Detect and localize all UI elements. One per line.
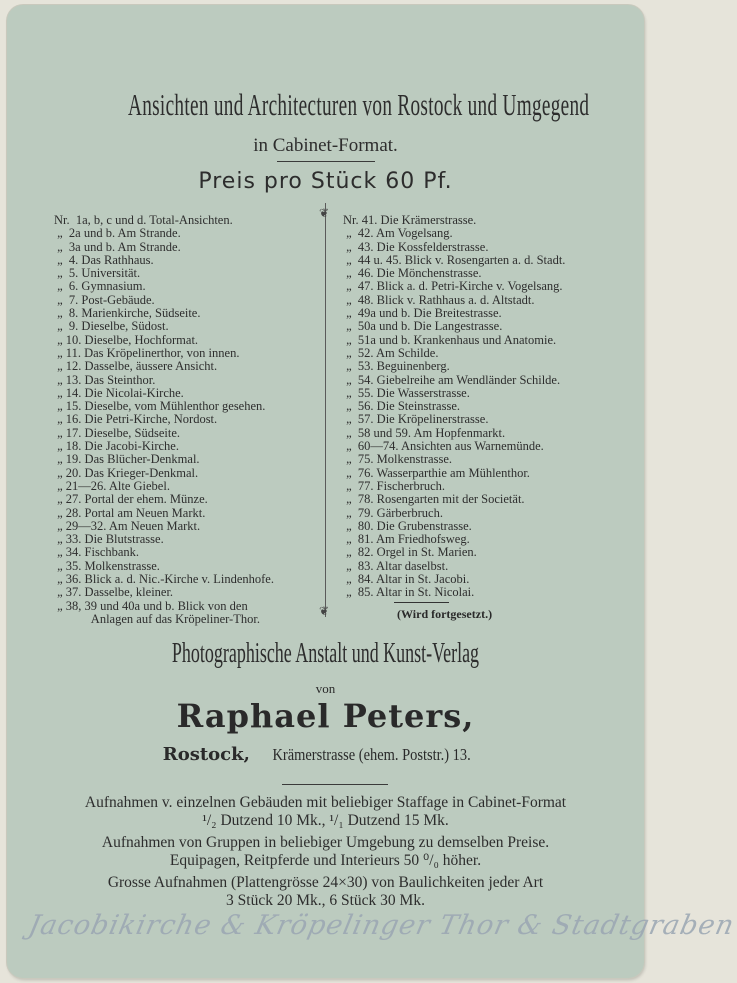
- ornament-bottom-icon: ❦: [319, 604, 330, 618]
- list-item: „ 36. Blick a. d. Nic.-Kirche v. Lindenhofe.: [54, 572, 274, 587]
- list-item: „ 3a und b. Am Strande.: [54, 239, 181, 254]
- list-item: „ 29—32. Am Neuen Markt.: [54, 518, 201, 533]
- list-item: „ 10. Dieselbe, Hochformat.: [54, 332, 199, 347]
- list-item: „ 52. Am Schilde.: [343, 345, 439, 360]
- city: Rostock,: [162, 744, 250, 765]
- list-item: „ 51a und b. Krankenhaus und Anatomie.: [343, 332, 557, 347]
- ornament-top-icon: ❦: [319, 206, 330, 220]
- list-item: „ 49a und b. Die Breitestrasse.: [343, 306, 502, 321]
- street-address: Krämerstrasse (ehem. Poststr.) 13.: [272, 745, 471, 764]
- cabinet-card-back: [7, 5, 737, 978]
- list-item: „ 28. Portal am Neuen Markt.: [54, 505, 206, 520]
- list-item: „ 37. Dasselbe, kleiner.: [54, 585, 174, 600]
- list-item: Nr. 1a, b, c und d. Total-Ansichten.: [54, 213, 233, 227]
- list-item: „ 19. Das Blücher-Denkmal.: [54, 452, 200, 467]
- list-item: „ 38, 39 und 40a und b. Blick von den: [54, 598, 248, 613]
- continued-rule: [394, 602, 449, 603]
- list-item: „ 60—74. Ansichten aus Warnemünde.: [343, 439, 544, 454]
- list-item: „ 15. Dieselbe, vom Mühlenthor gesehen.: [54, 399, 266, 414]
- address-line: [7, 744, 644, 765]
- list-item: „ 7. Post-Gebäude.: [54, 292, 155, 307]
- photographer-name: Raphael Peters,: [176, 697, 475, 735]
- subtitle: in Cabinet-Format.: [253, 135, 398, 156]
- list-item: „ 47. Blick a. d. Petri-Kirche v. Vogelsang.: [343, 279, 563, 294]
- list-item: „ 44 u. 45. Blick v. Rosengarten a. d. Stadt.: [343, 252, 566, 267]
- list-item: „ 16. Die Petri-Kirche, Nordost.: [54, 412, 218, 427]
- list-item: „ 50a und b. Die Langestrasse.: [343, 319, 503, 334]
- list-item: „ 84. Altar in St. Jacobi.: [343, 572, 470, 587]
- column-divider: [325, 203, 326, 617]
- list-item: „ 48. Blick v. Rathhaus a. d. Altstadt.: [343, 292, 535, 307]
- list-item: „ 35. Molkenstrasse.: [54, 558, 160, 573]
- list-item: „ 5. Universität.: [54, 266, 141, 281]
- list-item: „ 56. Die Steinstrasse.: [343, 399, 460, 414]
- list-item: „ 81. Am Friedhofsweg.: [343, 532, 470, 547]
- list-item: „ 85. Altar in St. Nicolai.: [343, 585, 475, 600]
- handwritten-annotation: Jacobikirche & Kröpelinger Thor & Stadtgraben: [25, 910, 737, 941]
- list-item: „ 42. Am Vogelsang.: [343, 226, 453, 241]
- page-title: Ansichten und Architecturen von Rostock und Umgegend: [128, 87, 590, 122]
- list-item: „ 14. Die Nicolai-Kirche.: [54, 385, 184, 400]
- institute-name: Photographische Anstalt und Kunst-Verlag: [171, 637, 480, 669]
- list-item: „ 20. Das Krieger-Denkmal.: [54, 465, 199, 480]
- list-item: „ 12. Dasselbe, äussere Ansicht.: [54, 359, 218, 374]
- list-item: „ 57. Die Kröpelinerstrasse.: [343, 412, 489, 427]
- von-text: von: [315, 681, 336, 696]
- list-item: „ 34. Fischbank.: [54, 545, 140, 560]
- list-item: „ 11. Das Kröpelinerthor, von innen.: [54, 345, 240, 360]
- divider-rule: [277, 161, 375, 162]
- address-rule: [282, 784, 388, 785]
- list-item: „ 4. Das Rathhaus.: [54, 252, 154, 267]
- left-catalog-list: [54, 214, 274, 626]
- list-item: „ 46. Die Mönchenstrasse.: [343, 266, 482, 281]
- list-item: „ 82. Orgel in St. Marien.: [343, 545, 477, 560]
- list-item: Nr. 41. Die Krämerstrasse.: [343, 213, 477, 227]
- list-item: „ 27. Portal der ehem. Münze.: [54, 492, 208, 507]
- list-item: „ 8. Marienkirche, Südseite.: [54, 306, 201, 321]
- right-catalog-list: [343, 214, 565, 600]
- list-item: „ 53. Beguinenberg.: [343, 359, 450, 374]
- list-item: „ 9. Dieselbe, Südost.: [54, 319, 169, 334]
- list-item: „ 21—26. Alte Giebel.: [54, 478, 170, 493]
- list-item: „ 79. Gärberbruch.: [343, 505, 443, 520]
- pricing-line-1: Aufnahmen v. einzelnen Gebäuden mit beliebiger Staffage in Cabinet-Format: [84, 794, 567, 811]
- list-item: „ 18. Die Jacobi-Kirche.: [54, 439, 179, 454]
- pricing-line-4: Equipagen, Reitpferde und Interieurs 50 ⁰/₀ höher.: [169, 852, 482, 869]
- continued-note: (Wird fortgesetzt.): [397, 607, 493, 621]
- list-item: „ 33. Die Blutstrasse.: [54, 532, 164, 547]
- list-item: „ 76. Wasserparthie am Mühlenthor.: [343, 465, 530, 480]
- list-item: „ 13. Das Steinthor.: [54, 372, 156, 387]
- list-item: „ 6. Gymnasium.: [54, 279, 146, 294]
- list-item: „ 80. Die Grubenstrasse.: [343, 518, 472, 533]
- pricing-line-6: 3 Stück 20 Mk., 6 Stück 30 Mk.: [226, 892, 425, 909]
- pricing-line-3: Aufnahmen von Gruppen in beliebiger Umgebung zu demselben Preise.: [101, 834, 550, 851]
- pricing-line-5: Grosse Aufnahmen (Plattengrösse 24×30) von Baulichkeiten jeder Art: [107, 874, 544, 891]
- list-item: „ 2a und b. Am Strande.: [54, 226, 181, 241]
- list-item: „ 75. Molkenstrasse.: [343, 452, 453, 467]
- price-line: Preis pro Stück 60 Pf.: [198, 169, 453, 194]
- list-item: Anlagen auf das Kröpeliner-Thor.: [54, 611, 260, 626]
- list-item: „ 58 und 59. Am Hopfenmarkt.: [343, 425, 506, 440]
- list-item: „ 54. Giebelreihe am Wendländer Schilde.: [343, 372, 561, 387]
- list-item: „ 83. Altar daselbst.: [343, 558, 449, 573]
- list-item: „ 77. Fischerbruch.: [343, 478, 446, 493]
- list-item: „ 43. Die Kossfelderstrasse.: [343, 239, 489, 254]
- list-item: „ 78. Rosengarten mit der Societät.: [343, 492, 525, 507]
- list-item: „ 17. Dieselbe, Südseite.: [54, 425, 181, 440]
- pricing-line-2: ¹/₂ Dutzend 10 Mk., ¹/₁ Dutzend 15 Mk.: [202, 812, 449, 829]
- list-item: „ 55. Die Wasserstrasse.: [343, 385, 470, 400]
